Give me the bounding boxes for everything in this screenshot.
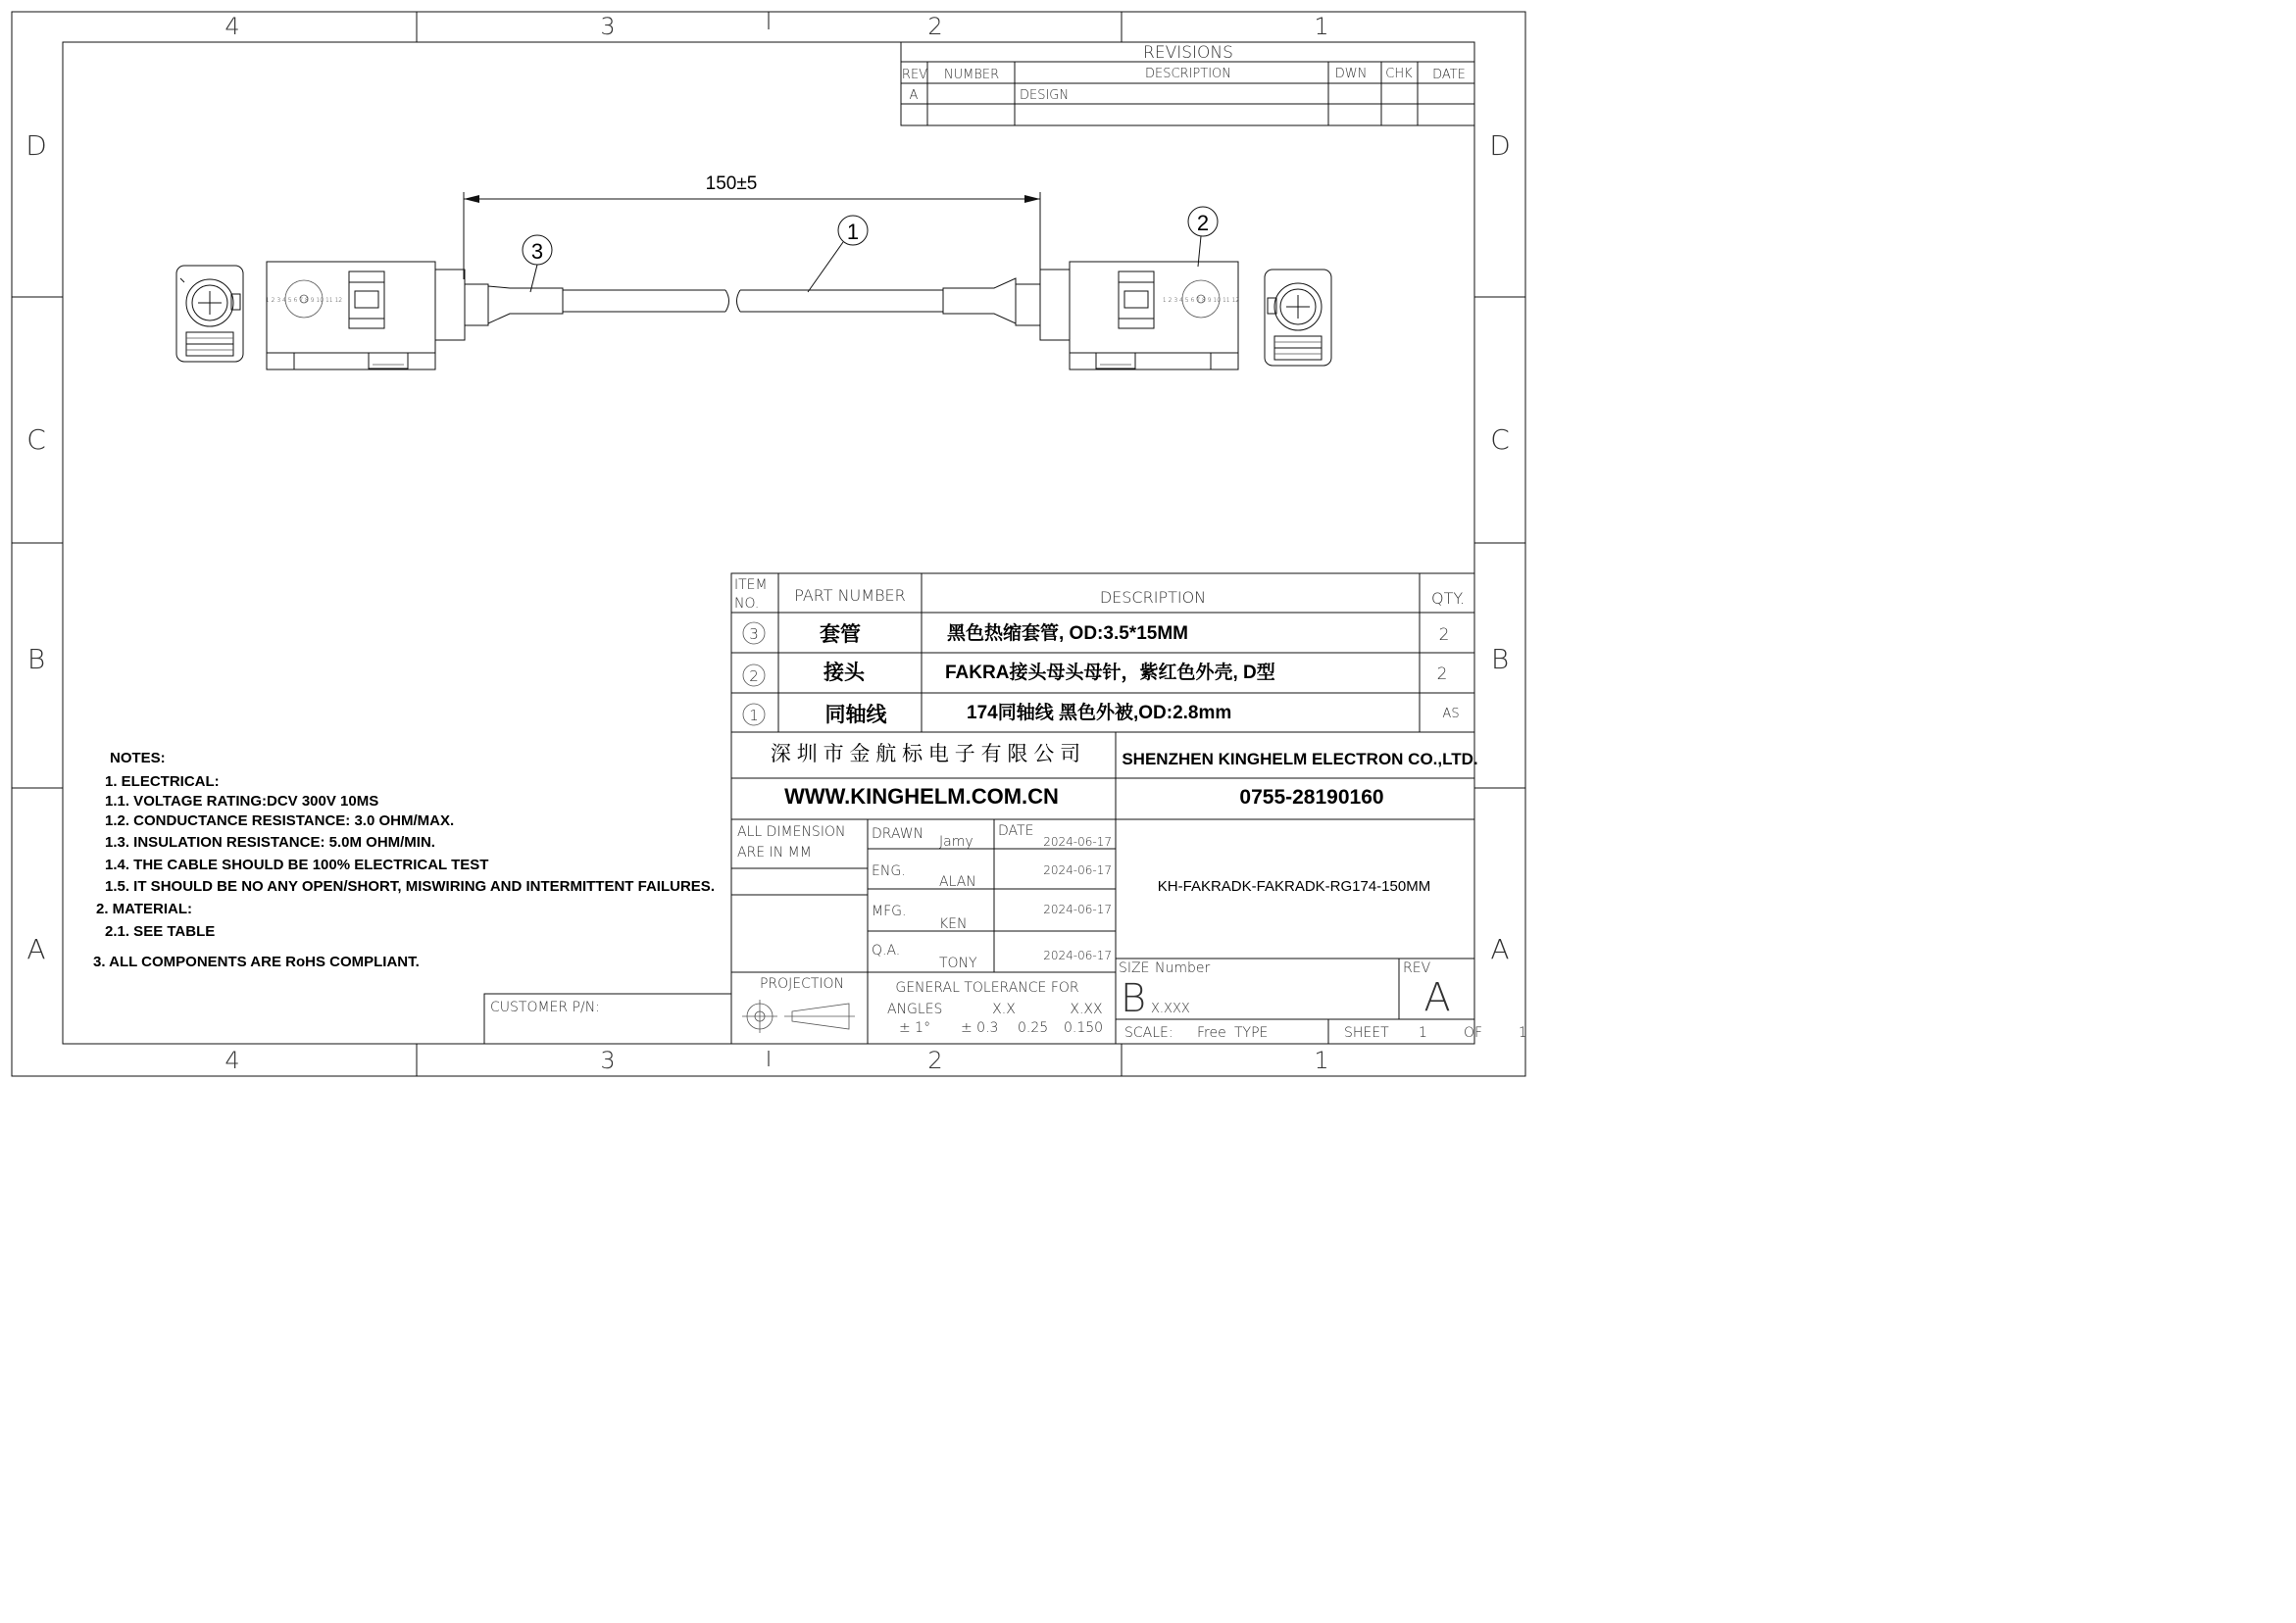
sheet-label: SHEET	[1344, 1025, 1389, 1041]
customer-pn-label: CUSTOMER P/N:	[490, 1000, 600, 1015]
date-label: DATE	[998, 823, 1034, 839]
bom-row-item: 3	[749, 625, 759, 643]
mfg-date: 2024-06-17	[1043, 903, 1112, 916]
note-line: 2. MATERIAL:	[96, 901, 193, 917]
zone-row-label: C	[1490, 423, 1510, 456]
number-label: Number	[1155, 960, 1211, 976]
zone-col-label: 4	[225, 13, 240, 40]
note-line: 1.3. INSULATION RESISTANCE: 5.0M OHM/MIN.	[105, 834, 435, 851]
overall-length-dimension	[464, 192, 1040, 279]
qa-label: Q.A.	[872, 943, 901, 959]
balloon-3-label: 3	[530, 239, 544, 264]
zone-row-label: A	[26, 933, 46, 965]
zone-dividers	[12, 12, 1525, 1076]
rev-header-chk: CHK	[1385, 67, 1413, 81]
rev-header-date: DATE	[1432, 68, 1466, 82]
bom-row-item: 2	[749, 667, 759, 685]
qa-date: 2024-06-17	[1043, 949, 1112, 962]
bom-row-qty: 2	[1438, 625, 1450, 645]
zone-col-label: 4	[225, 1047, 240, 1074]
rev-header-description: DESCRIPTION	[1145, 67, 1231, 81]
third-angle-projection-symbol	[742, 1000, 855, 1033]
qa-name: TONY	[939, 956, 977, 971]
scale-value: Free	[1197, 1025, 1226, 1041]
bom-row-qty: 2	[1436, 664, 1448, 684]
note-line: 1.2. CONDUCTANCE RESISTANCE: 3.0 OHM/MAX.	[105, 812, 455, 829]
sheet-value: 1	[1419, 1025, 1427, 1041]
outer-border	[12, 12, 1525, 1076]
rev-row-rev: A	[909, 88, 919, 103]
projection-label: PROJECTION	[759, 976, 845, 992]
rev-header-number: NUMBER	[943, 68, 1000, 82]
balloon-1-label: 1	[846, 220, 860, 244]
zone-row-label: C	[26, 423, 46, 456]
tolerance-col-xxx: X.XX	[1070, 1002, 1103, 1017]
drawn-date: 2024-06-17	[1043, 835, 1112, 849]
size-label: SIZE	[1119, 960, 1150, 976]
bom-row-item: 1	[749, 707, 759, 724]
bom-row-desc: FAKRA接头母头母针，紫红色外壳, D型	[945, 663, 1275, 683]
bom-header-desc: DESCRIPTION	[1099, 588, 1207, 607]
bom-row-part: 套管	[820, 623, 861, 646]
bom-row-qty: AS	[1442, 707, 1460, 721]
tolerance-col-angles: ANGLES	[887, 1002, 943, 1017]
left-connector-front-view	[176, 266, 243, 362]
zone-row-label: D	[25, 129, 47, 162]
note-line: 1.4. THE CABLE SHOULD BE 100% ELECTRICAL TEST	[105, 857, 489, 873]
units-note-line1: ALL DIMENSION	[737, 824, 846, 840]
bom-row-part: 接头	[824, 662, 865, 684]
right-connector-side-view	[943, 262, 1238, 369]
company-name-cn: 深 圳 市 金 航 标 电 子 有 限 公 司	[770, 743, 1081, 765]
rev-header-rev: REV	[901, 68, 928, 82]
company-name-en: SHENZHEN KINGHELM ELECTRON CO.,LTD.	[1122, 750, 1478, 768]
bom-row-part: 同轴线	[824, 704, 887, 726]
note-line: 2.1. SEE TABLE	[105, 923, 216, 940]
zone-col-label: 3	[600, 1047, 616, 1074]
bom-header-part: PART NUMBER	[794, 586, 906, 605]
number-value: X.XXX	[1151, 1002, 1190, 1016]
tolerance-col-xx: X.X	[992, 1002, 1016, 1017]
note-line: 3. ALL COMPONENTS ARE RoHS COMPLIANT.	[93, 954, 420, 970]
note-line: 1.1. VOLTAGE RATING:DCV 300V 10MS	[105, 793, 379, 810]
tolerance-val-xxxx: 0.150	[1064, 1020, 1104, 1036]
coaxial-cable	[563, 290, 943, 312]
drawn-name: Jamy	[939, 834, 973, 850]
note-line: 1. ELECTRICAL:	[105, 773, 220, 790]
scale-label: SCALE:	[1124, 1025, 1173, 1041]
size-value: B	[1120, 976, 1147, 1021]
eng-date: 2024-06-17	[1043, 863, 1112, 877]
engineering-drawing	[0, 0, 1537, 1086]
company-website: WWW.KINGHELM.COM.CN	[784, 784, 1059, 809]
zone-col-label: 2	[927, 1047, 943, 1074]
balloon-2-label: 2	[1196, 211, 1210, 235]
of-label: OF	[1464, 1025, 1483, 1041]
note-line: 1.5. IT SHOULD BE NO ANY OPEN/SHORT, MISWIRING AND INTERMITTENT FAILURES.	[105, 878, 715, 895]
tolerance-val-xxx: 0.25	[1018, 1020, 1049, 1036]
bom-header-item: ITEM	[734, 577, 768, 593]
right-pin-markings: 1 2 3 4 5 6 7 8 9 10 11 12	[1162, 297, 1240, 304]
left-connector-side-view	[267, 262, 563, 369]
zone-col-label: 3	[600, 13, 616, 40]
units-note-line2: ARE IN MM	[737, 845, 812, 861]
mfg-name: KEN	[939, 916, 968, 932]
type-label: TYPE	[1234, 1025, 1269, 1041]
rev-header-dwn: DWN	[1334, 67, 1368, 81]
bom-row-desc: 黑色热缩套管, OD:3.5*15MM	[947, 623, 1188, 644]
drawing-part-number: KH-FAKRADK-FAKRADK-RG174-150MM	[1157, 878, 1431, 895]
zone-row-label: B	[1490, 643, 1510, 675]
of-value: 1	[1519, 1025, 1527, 1041]
zone-row-label: A	[1490, 933, 1510, 965]
eng-name: ALAN	[939, 874, 976, 890]
bom-row-desc: 174同轴线 黑色外被,OD:2.8mm	[967, 703, 1232, 723]
zone-row-label: D	[1489, 129, 1511, 162]
revisions-title: REVISIONS	[1143, 43, 1233, 63]
tolerance-val-angles: ± 1°	[899, 1020, 931, 1036]
notes-title: NOTES:	[110, 750, 166, 766]
left-pin-markings: 1 2 3 4 5 6 7 8 9 10 11 12	[265, 297, 343, 304]
company-phone: 0755-28190160	[1239, 786, 1384, 809]
rev-row-description: DESIGN	[1020, 88, 1070, 103]
zone-row-label: B	[26, 643, 46, 675]
dimension-label: 150±5	[705, 173, 758, 194]
eng-label: ENG.	[872, 863, 906, 879]
tolerance-val-xx: ± 0.3	[961, 1020, 999, 1036]
zone-col-label: 1	[1314, 13, 1329, 40]
drawn-label: DRAWN	[872, 826, 924, 842]
right-connector-front-view	[1265, 270, 1331, 366]
rev-value: A	[1423, 975, 1451, 1020]
zone-col-label: 1	[1314, 1047, 1329, 1074]
mfg-label: MFG.	[872, 904, 907, 919]
bom-header-no: NO.	[734, 596, 760, 612]
zone-col-label: 2	[927, 13, 943, 40]
rev-label: REV	[1403, 960, 1431, 976]
tolerance-title: GENERAL TOLERANCE FOR	[895, 980, 1079, 996]
bom-header-qty: QTY.	[1431, 589, 1465, 608]
